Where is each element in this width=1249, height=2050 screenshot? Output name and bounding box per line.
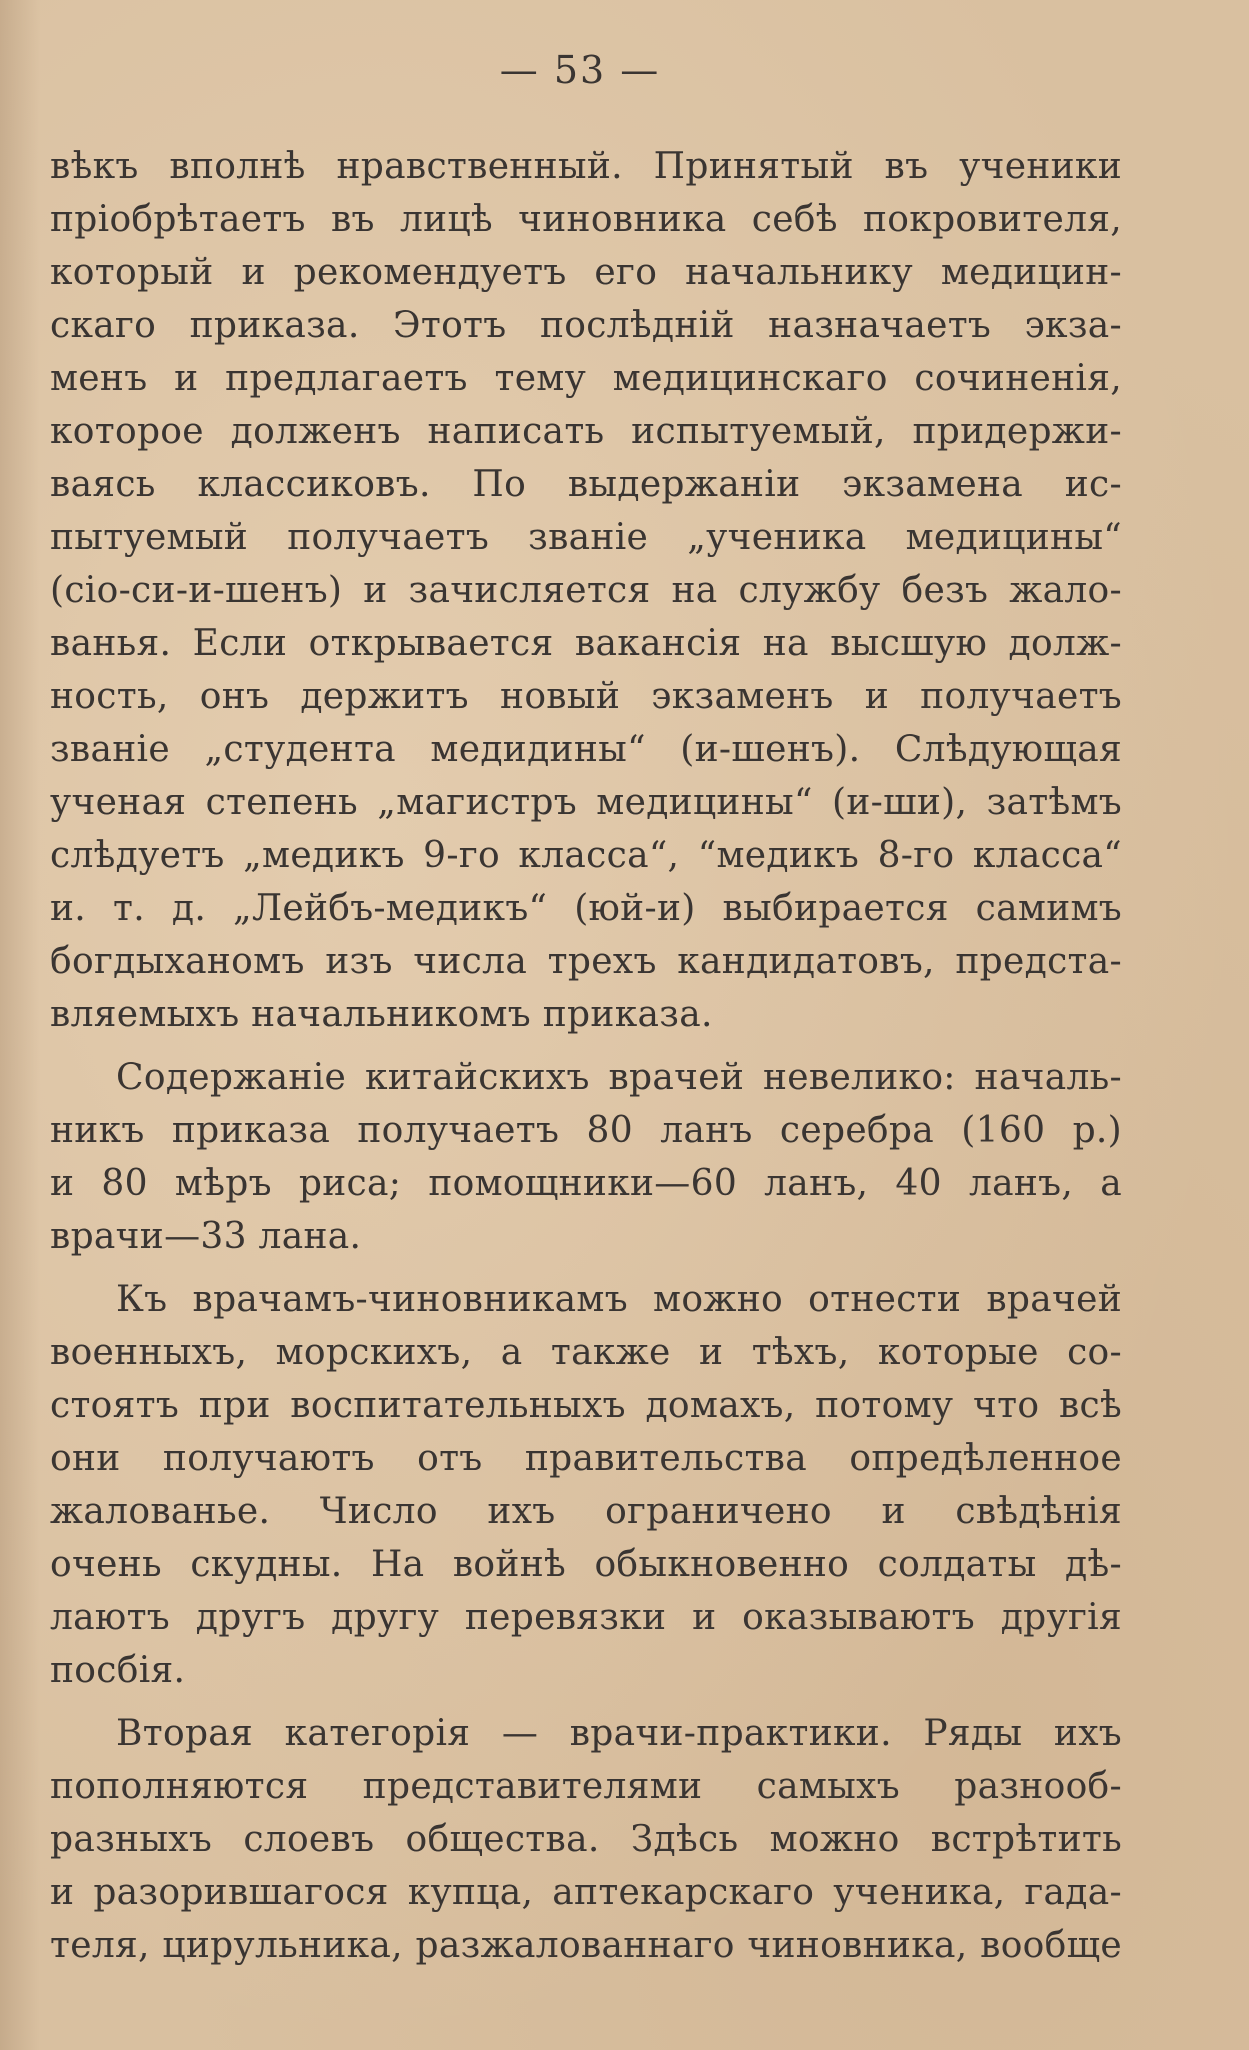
text-line: очень скудны. На войнѣ обыкновенно солдаты дѣ- <box>50 1544 1122 1585</box>
text-line: врачи—33 лана. <box>50 1216 362 1257</box>
text-line: званіе „студента медидины“ (и-шенъ). Слѣдующая <box>50 729 1122 770</box>
text-line: военныхъ, морскихъ, а также и тѣхъ, которые со- <box>50 1332 1122 1373</box>
text-line: и. т. д. „Лейбъ-медикъ“ (юй-и) выбирается самимъ <box>50 888 1122 929</box>
text-line: ность, онъ держитъ новый экзаменъ и получаетъ <box>50 676 1122 717</box>
text-line: вляемыхъ начальникомъ приказа. <box>50 994 713 1035</box>
text-line: ученая степень „магистръ медицины“ (и-ши), затѣмъ <box>50 782 1122 823</box>
text-line: Содержаніе китайскихъ врачей невелико: началь- <box>116 1057 1122 1098</box>
text-line: пополняются представителями самыхъ разнооб- <box>50 1766 1122 1807</box>
text-line: который и рекомендуетъ его начальнику медицин- <box>50 252 1122 293</box>
text-line: пріобрѣтаетъ въ лицѣ чиновника себѣ покровителя, <box>50 199 1122 240</box>
text-line: вѣкъ вполнѣ нравственный. Принятый въ ученики <box>50 146 1122 187</box>
text-line: стоятъ при воспитательныхъ домахъ, потому что всѣ <box>50 1385 1122 1426</box>
text-line: ванья. Если открывается вакансія на высшую долж- <box>50 623 1122 664</box>
paragraph <box>50 1051 1122 1263</box>
text-line: Вторая категорія — врачи-практики. Ряды ихъ <box>116 1713 1122 1754</box>
text-line: и разорившагося купца, аптекарскаго ученика, гада- <box>50 1872 1122 1913</box>
text-line: они получаютъ отъ правительства опредѣленное <box>50 1438 1122 1479</box>
text-line: слѣдуетъ „медикъ 9-го класса“, “медикъ 8-го класса“ <box>50 835 1122 876</box>
text-line: менъ и предлагаетъ тему медицинскаго сочиненія, <box>50 358 1122 399</box>
text-line: (сіо-си-и-шенъ) и зачисляется на службу безъ жало- <box>50 570 1122 611</box>
text-line: скаго приказа. Этотъ послѣдній назначаетъ экза- <box>50 305 1122 346</box>
body-text <box>50 140 1122 1982</box>
paragraph <box>50 1273 1122 1697</box>
text-line: Къ врачамъ-чиновникамъ можно отнести врачей <box>116 1279 1122 1320</box>
text-line: которое долженъ написать испытуемый, придержи- <box>50 411 1122 452</box>
text-line: никъ приказа получаетъ 80 ланъ серебра (160 р.) <box>50 1110 1122 1151</box>
page-number: — 53 — <box>499 48 661 92</box>
text-line: и 80 мѣръ риса; помощники—60 ланъ, 40 ланъ, а <box>50 1163 1122 1204</box>
text-line: лаютъ другъ другу перевязки и оказываютъ другія <box>50 1597 1122 1638</box>
text-line: ваясь классиковъ. По выдержаніи экзамена ис- <box>50 464 1122 505</box>
text-line: пытуемый получаетъ званіе „ученика медицины“ <box>50 517 1122 558</box>
text-line: жалованье. Число ихъ ограничено и свѣдѣнія <box>50 1491 1122 1532</box>
text-line: теля, цирульника, разжалованнаго чиновника, вообще <box>50 1925 1122 1966</box>
text-line: посбія. <box>50 1650 186 1691</box>
text-line: разныхъ слоевъ общества. Здѣсь можно встрѣтить <box>50 1819 1122 1860</box>
text-line: богдыханомъ изъ числа трехъ кандидатовъ, предста- <box>50 941 1122 982</box>
paragraph <box>50 140 1122 1041</box>
paragraph <box>50 1707 1122 1972</box>
